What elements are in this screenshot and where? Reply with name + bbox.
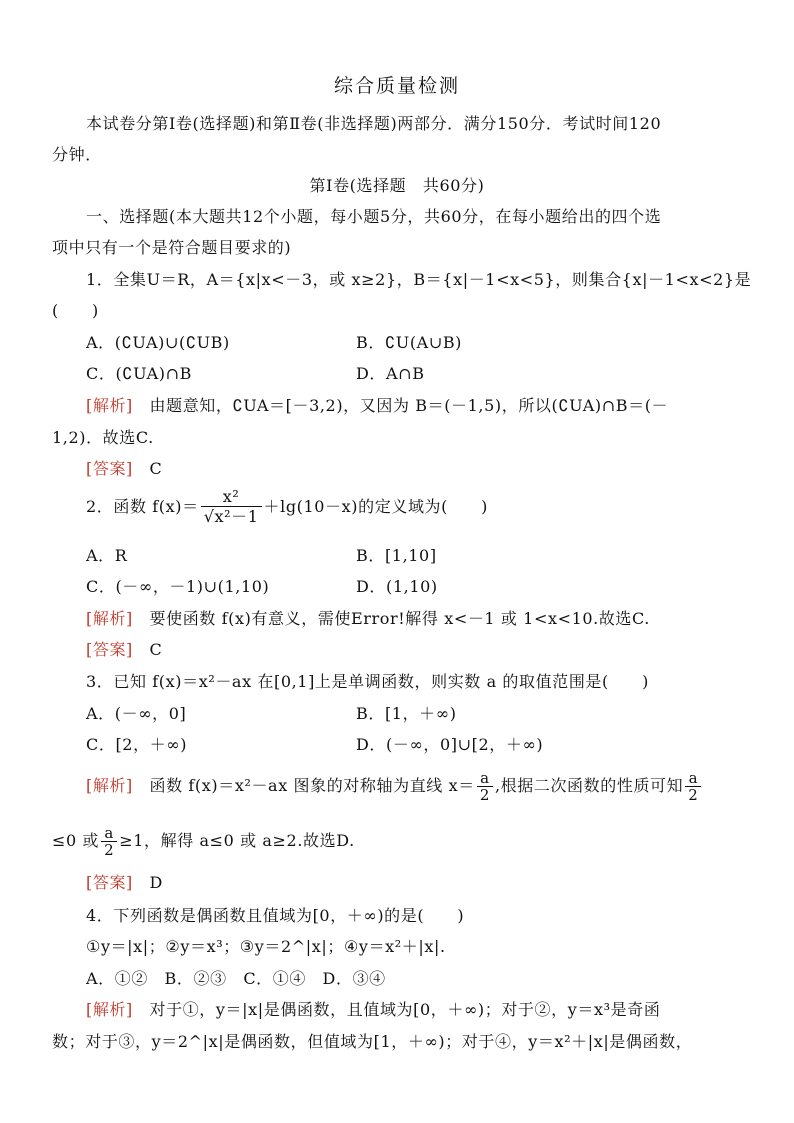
q4-solution-line-1 bbox=[86, 1000, 750, 1020]
solution-tag: [解析] bbox=[86, 609, 133, 628]
q3-fraction-a-over-2 bbox=[477, 770, 493, 803]
q2-option-c: C．(－∞，－1)∪(1,10) bbox=[86, 577, 270, 596]
answer-tag: [答案] bbox=[86, 640, 133, 659]
q3-option-b: B．[1，＋∞) bbox=[356, 704, 457, 723]
answer-tag: [答案] bbox=[86, 873, 133, 892]
q1-option-b: B．∁U(A∪B) bbox=[356, 333, 463, 352]
q2-stem-prefix: 2．函数 f(x)＝ bbox=[86, 497, 199, 516]
solution-tag: [解析] bbox=[86, 396, 133, 415]
q2-fraction-denominator: √x²－1 bbox=[203, 507, 259, 526]
q4-items: ①y＝|x|；②y＝x³；③y＝2^|x|；④y＝x²＋|x|. bbox=[86, 937, 446, 956]
q3-option-a: A．(－∞，0] bbox=[86, 704, 187, 723]
solution-tag: [解析] bbox=[86, 776, 133, 795]
part-heading-line-1: 一、选择题(本大题共12个小题，每小题5分，共60分，在每小题给出的四个选 bbox=[86, 207, 662, 226]
q3-fraction-a-over-2 bbox=[101, 825, 117, 858]
intro-line-2: 分钟． bbox=[52, 145, 102, 164]
q2-option-a: A．R bbox=[86, 546, 128, 565]
q3-fraction-denominator: 2 bbox=[104, 841, 115, 859]
q3-solution-prefix: 函数 f(x)＝x²－ax 图象的对称轴为直线 x＝ bbox=[149, 776, 475, 795]
q4-options: A．①② B．②③ C．①④ D．③④ bbox=[86, 969, 386, 988]
q1-stem-line-2: ( ) bbox=[52, 301, 99, 320]
q3-solution-line-2-prefix: ≤0 或 bbox=[52, 831, 100, 850]
q4-solution-text: 对于①，y＝|x|是偶函数，且值域为[0，＋∞)；对于②，y＝x³是奇函 bbox=[149, 1000, 661, 1019]
q2-stem bbox=[86, 488, 750, 527]
q1-answer: C bbox=[149, 459, 163, 478]
q1-solution-line-1 bbox=[86, 396, 750, 416]
q1-option-d: D．A∩B bbox=[356, 364, 425, 383]
q2-fraction bbox=[201, 488, 262, 527]
q2-solution-text: 要使函数 f(x)有意义，需使Error!解得 x<－1 或 1<x<10.故选C. bbox=[149, 609, 650, 628]
q3-stem: 3．已知 f(x)＝x²－ax 在[0,1]上是单调函数，则实数 a 的取值范围是( ) bbox=[86, 672, 649, 691]
q3-answer: D bbox=[149, 873, 163, 892]
q1-stem-line-1: 1．全集U＝R，A＝{x|x<－3，或 x≥2}，B＝{x|－1<x<5}，则集合{x|－1<x<2}是 bbox=[86, 270, 752, 289]
q3-solution-line-2 bbox=[52, 825, 750, 858]
q1-solution-line-2: 1,2)．故选C. bbox=[52, 428, 154, 447]
q4-stem: 4．下列函数是偶函数且值域为[0，＋∞)的是( ) bbox=[86, 906, 465, 925]
solution-tag: [解析] bbox=[86, 1000, 133, 1019]
q3-option-d: D．(－∞，0]∪[2，＋∞) bbox=[356, 735, 544, 754]
q2-fraction-numerator: x² bbox=[201, 488, 262, 507]
q3-answer-line bbox=[86, 873, 750, 893]
q1-answer-line bbox=[86, 459, 750, 479]
q2-option-b: B．[1,10] bbox=[356, 546, 437, 565]
q2-solution-line bbox=[86, 609, 750, 629]
answer-tag: [答案] bbox=[86, 459, 133, 478]
q1-option-c: C．(∁UA)∩B bbox=[86, 364, 193, 383]
part-heading-line-2: 项中只有一个是符合题目要求的) bbox=[52, 238, 292, 257]
q3-fraction-denominator: 2 bbox=[688, 786, 699, 804]
q4-solution-line-2: 数；对于③，y＝2^|x|是偶函数，但值域为[1，＋∞)；对于④，y＝x²＋|x|是偶函数， bbox=[52, 1032, 693, 1051]
q3-solution-line-2-suffix: ≥1，解得 a≤0 或 a≥2.故选D. bbox=[119, 831, 355, 850]
section-heading: 第Ⅰ卷(选择题 共60分) bbox=[309, 176, 485, 195]
q3-fraction-a-over-2 bbox=[685, 770, 701, 803]
q3-fraction-numerator: a bbox=[685, 770, 701, 787]
q1-solution-text: 由题意知，∁UA＝[－3,2)，又因为 B＝(－1,5)，所以(∁UA)∩B＝(－ bbox=[149, 396, 669, 415]
q3-solution-line-1 bbox=[86, 770, 750, 803]
q2-option-d: D．(1,10) bbox=[356, 577, 438, 596]
q2-stem-suffix: ＋lg(10－x)的定义域为( ) bbox=[263, 497, 489, 516]
q3-solution-middle: ,根据二次函数的性质可知 bbox=[494, 776, 684, 795]
q3-fraction-numerator: a bbox=[101, 825, 117, 842]
intro-line-1: 本试卷分第Ⅰ卷(选择题)和第Ⅱ卷(非选择题)两部分．满分150分．考试时间120 bbox=[86, 114, 662, 133]
q3-fraction-numerator: a bbox=[477, 770, 493, 787]
page-title: 综合质量检测 bbox=[333, 75, 460, 97]
q2-answer: C bbox=[149, 640, 163, 659]
q1-option-a: A．(∁UA)∪(∁UB) bbox=[86, 333, 230, 352]
q3-fraction-denominator: 2 bbox=[479, 786, 490, 804]
q3-option-c: C．[2，＋∞) bbox=[86, 735, 188, 754]
q2-answer-line bbox=[86, 640, 750, 660]
